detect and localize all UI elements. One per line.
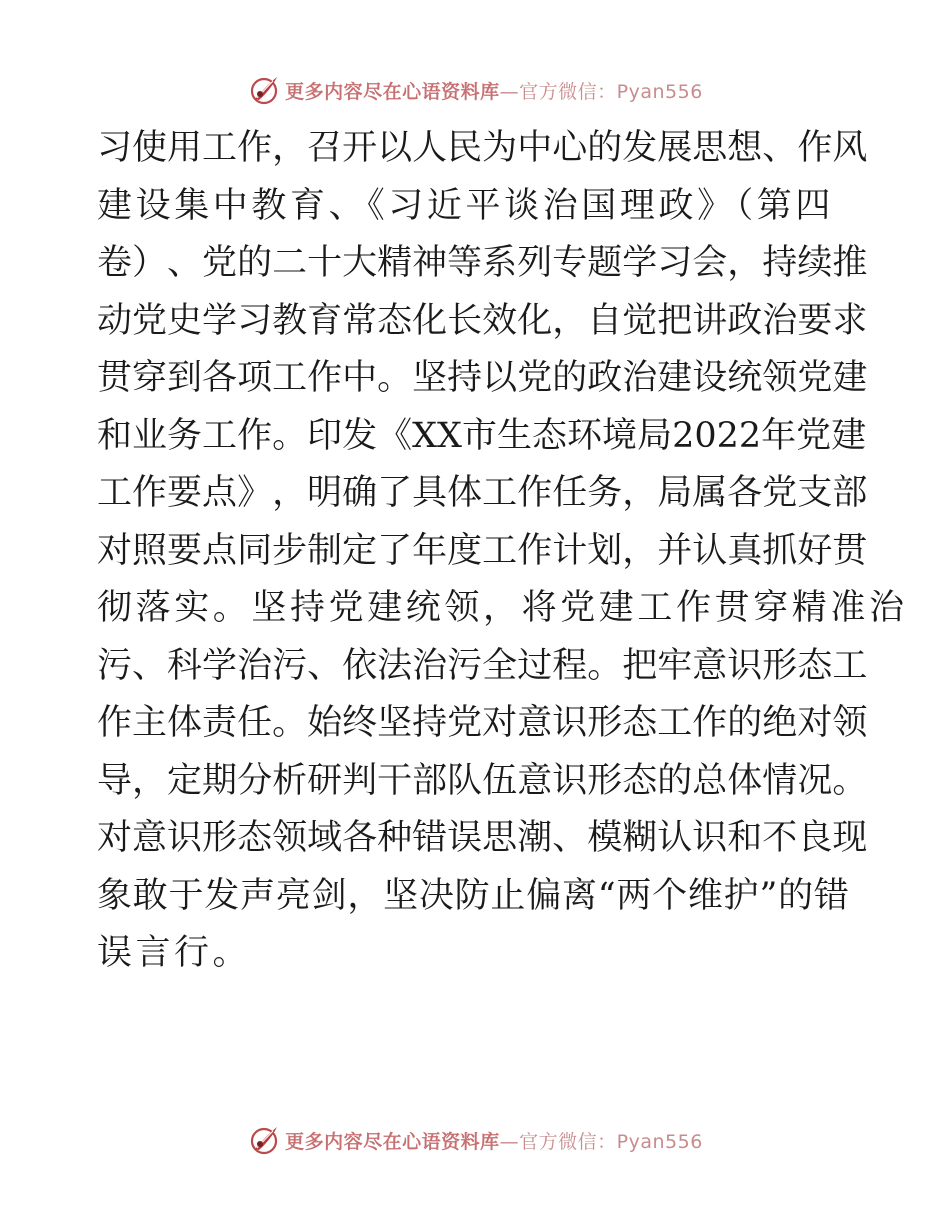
watermark-main: 更多内容尽在心语资料库: [285, 80, 500, 103]
quill-logo-icon: [247, 1123, 281, 1157]
document-body: [97, 120, 908, 983]
body-line: 动 党 史 学 习 教 育 常 态 化 长 效 化 ， 自 觉 把 讲 政 治 要 求: [97, 300, 868, 341]
body-line: 对 意 识 形 态 领 域 各 种 错 误 思 潮 、 模 糊 认 识 和 不 良 现: [97, 818, 868, 858]
body-line: 彻落实。坚持党建统领，将党建工作贯穿精准治: [97, 588, 908, 628]
watermark-contact: 官方微信：Pyan556: [519, 80, 703, 103]
header-watermark: [0, 70, 950, 110]
body-line: 建设集中教育、《习近平谈治国理政》（第四: [97, 185, 835, 226]
watermark-text: [285, 77, 703, 104]
body-line: 导 ， 定 期 分 析 研 判 干 部 队 伍 意 识 形 态 的 总 体 情 况 。: [97, 760, 868, 801]
body-line: 和 业 务 工 作 。 印 发 《 XX 市 生 态 环 境 局 2022 年 党 建: [97, 415, 867, 456]
watermark-text: [285, 1127, 703, 1154]
body-line: 作 主 体 责 任 。 始 终 坚 持 党 对 意 识 形 态 工 作 的 绝 对 领: [97, 703, 868, 743]
body-line: 贯 穿 到 各 项 工 作 中 。 坚 持 以 党 的 政 治 建 设 统 领 党 建: [97, 358, 868, 398]
body-line: 污 、 科 学 治 污 、 依 法 治 污 全 过 程 。 把 牢 意 识 形 态 工: [97, 645, 868, 686]
body-line: 工 作 要 点 》 ， 明 确 了 具 体 工 作 任 务 ， 局 属 各 党 支 部: [97, 473, 868, 513]
watermark-separator: —: [499, 1130, 520, 1153]
body-line: 误言行。: [97, 933, 252, 973]
body-line: 象 敢 于 发 声 亮 剑 ， 坚 决 防 止 偏 离 “ 两 个 维 护 ” 的 错: [97, 875, 849, 916]
watermark-main: 更多内容尽在心语资料库: [285, 1130, 500, 1153]
body-line: 卷 ） 、 党 的 二 十 大 精 神 等 系 列 专 题 学 习 会 ， 持 续 推: [97, 243, 868, 283]
quill-logo-icon: [247, 73, 281, 107]
watermark-contact: 官方微信：Pyan556: [519, 1130, 703, 1153]
watermark-separator: —: [499, 80, 520, 103]
body-line: 习 使 用 工 作 ， 召 开 以 人 民 为 中 心 的 发 展 思 想 、 作 风: [97, 128, 868, 168]
footer-watermark: [0, 1120, 950, 1160]
body-line: 对 照 要 点 同 步 制 定 了 年 度 工 作 计 划 ， 并 认 真 抓 好 贯: [97, 530, 868, 571]
